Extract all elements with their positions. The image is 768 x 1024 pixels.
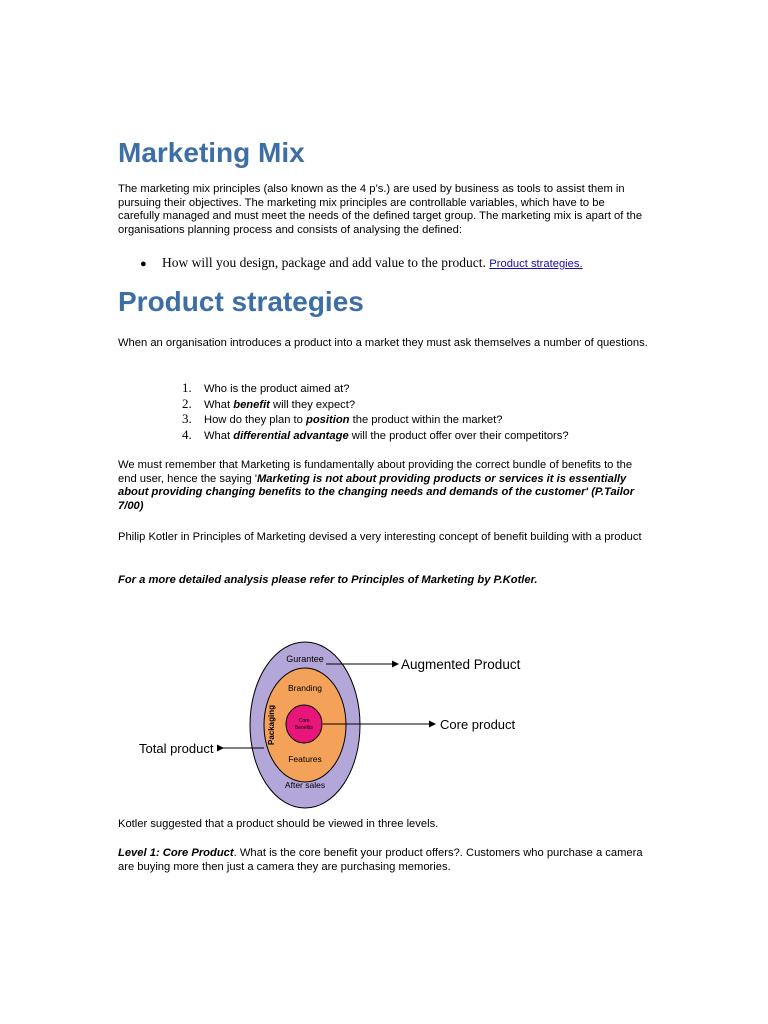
product-strategies-link[interactable]: Product strategies. xyxy=(489,258,583,270)
heading-marketing-mix: Marketing Mix xyxy=(118,137,305,168)
marketing-quote: Marketing is not about providing products or services it is essentially about providing changing benefits to the changing needs and demands of the customer' (P.Tailor 7/00) xyxy=(118,472,635,512)
level1-label: Level 1: Core Product xyxy=(118,847,234,859)
core-circle xyxy=(286,705,322,743)
branding-label: Branding xyxy=(287,683,323,693)
list-item: 3. How do they plan to position the product within the market? xyxy=(182,411,503,426)
levels-paragraph: Kotler suggested that a product should be viewed in three levels. xyxy=(118,818,439,830)
kotler-paragraph: Philip Kotler in Principles of Marketing devised a very interesting concept of benefit building with a product xyxy=(118,531,642,543)
guarantee-label: Gurantee xyxy=(286,654,324,664)
heading-product-strategies: Product strategies xyxy=(118,286,364,317)
core-label-line1: Core xyxy=(298,718,310,724)
bullet-item xyxy=(140,255,583,271)
list-item: 1. Who is the product aimed at? xyxy=(182,380,350,395)
intro-paragraph: The marketing mix principles (also known as the 4 p’s.) are used by business as tools to assist them in pursuing their objectives. The marketing mix principles are controllable variables, which have to be carefully managed and must meet the needs of the defined target group. The marketing mix is apart of the organisations planning process and consists of analysing the defined: xyxy=(118,183,643,236)
bullet-icon: ● xyxy=(140,258,147,270)
core-label-line2: Benefits xyxy=(294,725,314,731)
remember-paragraph: We must remember that Marketing is fundamentally about providing the correct bundle of benefits to the end user, hence the saying 'Marketing is not about providing products or services it is essentially about providing changing benefits to the changing needs and demands of the customer' (P.Tailor 7/00) xyxy=(118,459,635,512)
questions-list xyxy=(182,380,569,442)
list-item: 2. What benefit will they expect? xyxy=(182,395,356,411)
packaging-label: Packaging xyxy=(267,704,276,746)
questions-intro-paragraph: When an organisation introduces a product into a market they must ask themselves a number of questions. xyxy=(118,337,648,349)
refer-paragraph: For a more detailed analysis please refer to Principles of Marketing by P.Kotler. xyxy=(118,574,538,586)
bullet-text: How will you design, package and add value to the product. xyxy=(162,255,486,270)
augmented-product-label: Augmented Product xyxy=(401,657,521,672)
total-product-label: Total product xyxy=(139,741,214,756)
list-item: 4. What differential advantage will the product offer over their competitors? xyxy=(182,426,569,442)
product-levels-diagram xyxy=(120,625,540,825)
core-product-label: Core product xyxy=(440,717,516,732)
features-label: Features xyxy=(288,754,322,764)
level1-paragraph: Level 1: Core Product. What is the core benefit your product offers?. Customers who purchase a camera are buying more then just a camera they are purchasing memories. xyxy=(118,847,643,873)
after-sales-label: After sales xyxy=(284,780,326,790)
